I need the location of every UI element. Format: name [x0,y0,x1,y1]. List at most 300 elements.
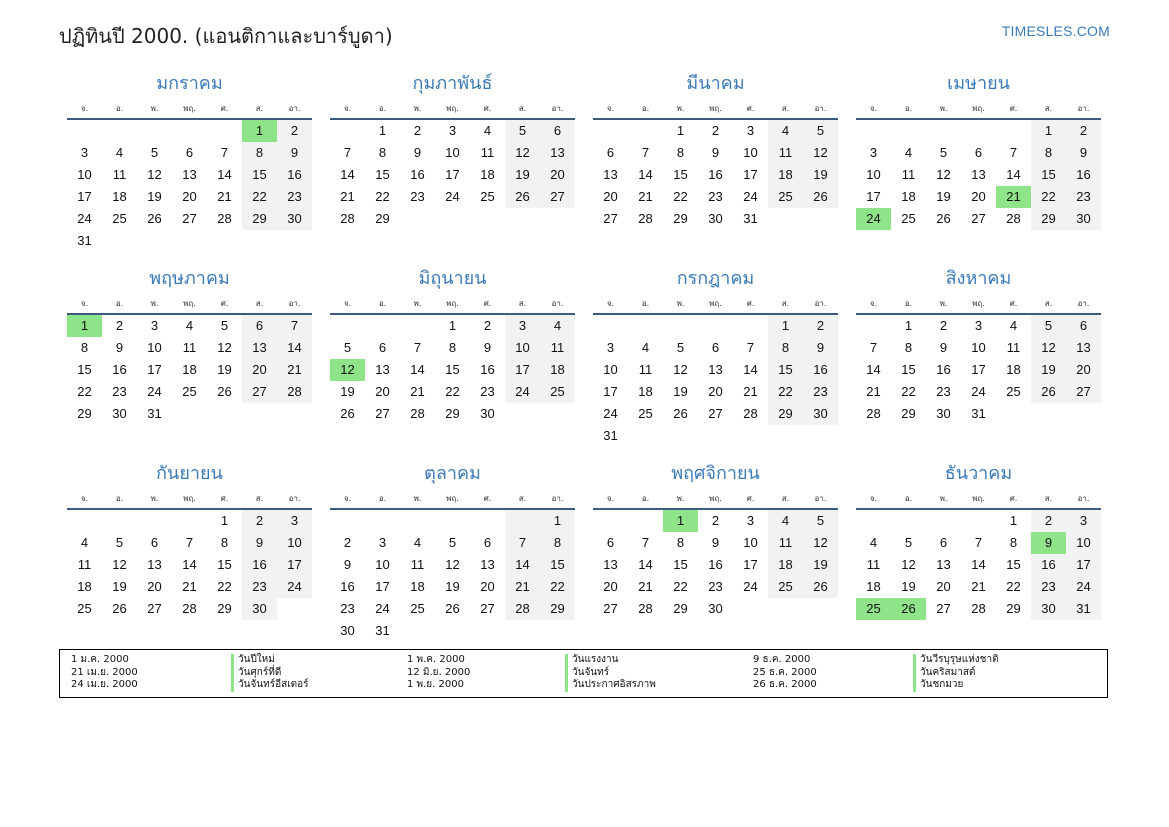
day-cell[interactable]: 8 [768,337,803,359]
day-cell[interactable]: 17 [505,359,540,381]
day-cell[interactable]: 25 [540,381,575,403]
day-cell[interactable]: 2 [939,318,948,333]
day-cell[interactable]: 9 [803,337,838,359]
day-cell[interactable]: 28 [182,601,197,616]
day-cell[interactable]: 8 [80,340,89,355]
day-cell[interactable]: 24 [856,208,891,230]
day-cell[interactable]: 12 [803,142,838,164]
day-cell[interactable]: 21 [866,384,881,399]
day-cell[interactable]: 2 [803,315,838,337]
day-cell[interactable]: 4 [540,315,575,337]
day-cell[interactable]: 19 [112,579,127,594]
day-cell[interactable]: 24 [971,384,986,399]
day-cell[interactable]: 10 [77,167,92,182]
day-cell[interactable]: 16 [1066,164,1101,186]
day-cell[interactable]: 21 [743,384,758,399]
day-cell[interactable]: 21 [182,579,197,594]
day-cell[interactable]: 9 [115,340,124,355]
day-cell[interactable]: 23 [480,384,495,399]
day-cell[interactable]: 13 [182,167,197,182]
day-cell[interactable]: 4 [483,123,492,138]
day-cell[interactable]: 3 [80,145,89,160]
day-cell[interactable]: 18 [112,189,127,204]
day-cell[interactable]: 19 [803,164,838,186]
day-cell[interactable]: 25 [901,211,916,226]
day-cell[interactable]: 12 [445,557,460,572]
day-cell[interactable]: 5 [115,535,124,550]
day-cell[interactable]: 11 [480,145,495,160]
day-cell[interactable]: 22 [77,384,92,399]
day-cell[interactable]: 21 [996,186,1031,208]
day-cell[interactable]: 29 [901,406,916,421]
day-cell[interactable]: 11 [1006,340,1021,355]
day-cell[interactable]: 15 [242,164,277,186]
day-cell[interactable]: 30 [1066,208,1101,230]
day-cell[interactable]: 6 [711,340,720,355]
day-cell[interactable]: 6 [483,535,492,550]
day-cell[interactable]: 4 [185,318,194,333]
day-cell[interactable]: 4 [869,535,878,550]
day-cell[interactable]: 27 [480,601,495,616]
day-cell[interactable]: 6 [1066,315,1101,337]
day-cell[interactable]: 7 [343,145,352,160]
day-cell[interactable]: 5 [904,535,913,550]
day-cell[interactable]: 17 [375,579,390,594]
day-cell[interactable]: 14 [743,362,758,377]
day-cell[interactable]: 17 [603,384,618,399]
day-cell[interactable]: 11 [768,532,803,554]
day-cell[interactable]: 22 [768,381,803,403]
day-cell[interactable]: 26 [112,601,127,616]
day-cell[interactable]: 5 [505,120,540,142]
day-cell[interactable]: 31 [147,406,162,421]
day-cell[interactable]: 7 [641,145,650,160]
day-cell[interactable]: 3 [378,535,387,550]
day-cell[interactable]: 9 [483,340,492,355]
day-cell[interactable]: 12 [1031,337,1066,359]
day-cell[interactable]: 20 [242,359,277,381]
day-cell[interactable]: 18 [1006,362,1021,377]
day-cell[interactable]: 11 [768,142,803,164]
day-cell[interactable]: 14 [1006,167,1021,182]
day-cell[interactable]: 27 [971,211,986,226]
day-cell[interactable]: 20 [182,189,197,204]
day-cell[interactable]: 16 [936,362,951,377]
day-cell[interactable]: 21 [638,579,653,594]
day-cell[interactable]: 6 [185,145,194,160]
day-cell[interactable]: 22 [1006,579,1021,594]
day-cell[interactable]: 2 [277,120,312,142]
day-cell[interactable]: 15 [768,359,803,381]
day-cell[interactable]: 6 [242,315,277,337]
day-cell[interactable]: 24 [147,384,162,399]
day-cell[interactable]: 7 [974,535,983,550]
day-cell[interactable]: 21 [277,359,312,381]
day-cell[interactable]: 14 [638,167,653,182]
day-cell[interactable]: 2 [115,318,124,333]
day-cell[interactable]: 24 [743,579,758,594]
day-cell[interactable]: 21 [505,576,540,598]
day-cell[interactable]: 24 [375,601,390,616]
day-cell[interactable]: 25 [856,598,891,620]
day-cell[interactable]: 1 [540,510,575,532]
day-cell[interactable]: 20 [708,384,723,399]
day-cell[interactable]: 20 [603,579,618,594]
day-cell[interactable]: 29 [375,211,390,226]
day-cell[interactable]: 1 [904,318,913,333]
day-cell[interactable]: 27 [708,406,723,421]
day-cell[interactable]: 19 [1031,359,1066,381]
day-cell[interactable]: 4 [641,340,650,355]
day-cell[interactable]: 25 [112,211,127,226]
day-cell[interactable]: 2 [711,123,720,138]
day-cell[interactable]: 21 [410,384,425,399]
day-cell[interactable]: 2 [242,510,277,532]
day-cell[interactable]: 22 [445,384,460,399]
day-cell[interactable]: 19 [901,579,916,594]
day-cell[interactable]: 10 [743,145,758,160]
day-cell[interactable]: 1 [448,318,457,333]
day-cell[interactable]: 3 [1066,510,1101,532]
day-cell[interactable]: 3 [606,340,615,355]
day-cell[interactable]: 11 [866,557,881,572]
day-cell[interactable]: 25 [480,189,495,204]
day-cell[interactable]: 24 [743,189,758,204]
day-cell[interactable]: 21 [971,579,986,594]
day-cell[interactable]: 13 [708,362,723,377]
day-cell[interactable]: 3 [869,145,878,160]
day-cell[interactable]: 5 [220,318,229,333]
day-cell[interactable]: 5 [343,340,352,355]
day-cell[interactable]: 25 [410,601,425,616]
day-cell[interactable]: 11 [901,167,916,182]
day-cell[interactable]: 8 [540,532,575,554]
day-cell[interactable]: 31 [1066,598,1101,620]
day-cell[interactable]: 16 [480,362,495,377]
day-cell[interactable]: 10 [277,532,312,554]
day-cell[interactable]: 10 [971,340,986,355]
day-cell[interactable]: 16 [708,557,723,572]
day-cell[interactable]: 9 [413,145,422,160]
day-cell[interactable]: 18 [638,384,653,399]
day-cell[interactable]: 13 [603,557,618,572]
day-cell[interactable]: 23 [936,384,951,399]
day-cell[interactable]: 4 [1009,318,1018,333]
day-cell[interactable]: 23 [1066,186,1101,208]
day-cell[interactable]: 14 [866,362,881,377]
day-cell[interactable]: 28 [638,601,653,616]
day-cell[interactable]: 1 [768,315,803,337]
day-cell[interactable]: 25 [77,601,92,616]
day-cell[interactable]: 9 [1031,532,1066,554]
day-cell[interactable]: 10 [505,337,540,359]
day-cell[interactable]: 25 [768,186,803,208]
day-cell[interactable]: 4 [80,535,89,550]
day-cell[interactable]: 11 [410,557,425,572]
day-cell[interactable]: 7 [185,535,194,550]
day-cell[interactable]: 10 [603,362,618,377]
day-cell[interactable]: 8 [1031,142,1066,164]
day-cell[interactable]: 18 [866,579,881,594]
day-cell[interactable]: 5 [939,145,948,160]
day-cell[interactable]: 24 [277,576,312,598]
day-cell[interactable]: 17 [743,557,758,572]
day-cell[interactable]: 26 [803,576,838,598]
day-cell[interactable]: 1 [242,120,277,142]
day-cell[interactable]: 3 [448,123,457,138]
day-cell[interactable]: 20 [971,189,986,204]
day-cell[interactable]: 25 [182,384,197,399]
day-cell[interactable]: 9 [711,535,720,550]
day-cell[interactable]: 13 [242,337,277,359]
day-cell[interactable]: 1 [676,123,685,138]
day-cell[interactable]: 18 [182,362,197,377]
day-cell[interactable]: 9 [711,145,720,160]
day-cell[interactable]: 27 [182,211,197,226]
day-cell[interactable]: 8 [904,340,913,355]
day-cell[interactable]: 16 [410,167,425,182]
day-cell[interactable]: 10 [1066,532,1101,554]
day-cell[interactable]: 17 [1066,554,1101,576]
day-cell[interactable]: 12 [217,340,232,355]
day-cell[interactable]: 22 [242,186,277,208]
day-cell[interactable]: 10 [147,340,162,355]
day-cell[interactable]: 23 [112,384,127,399]
day-cell[interactable]: 5 [1031,315,1066,337]
day-cell[interactable]: 28 [217,211,232,226]
day-cell[interactable]: 9 [242,532,277,554]
day-cell[interactable]: 19 [936,189,951,204]
day-cell[interactable]: 19 [445,579,460,594]
day-cell[interactable]: 27 [540,186,575,208]
day-cell[interactable]: 4 [115,145,124,160]
day-cell[interactable]: 12 [901,557,916,572]
day-cell[interactable]: 15 [1006,557,1021,572]
day-cell[interactable]: 15 [901,362,916,377]
day-cell[interactable]: 5 [676,340,685,355]
day-cell[interactable]: 19 [505,164,540,186]
site-link[interactable]: TIMESLES.COM [1001,23,1110,39]
day-cell[interactable]: 27 [1066,381,1101,403]
day-cell[interactable]: 29 [540,598,575,620]
day-cell[interactable]: 11 [638,362,653,377]
day-cell[interactable]: 5 [803,510,838,532]
day-cell[interactable]: 16 [242,554,277,576]
day-cell[interactable]: 23 [708,579,723,594]
day-cell[interactable]: 31 [743,211,758,226]
day-cell[interactable]: 20 [480,579,495,594]
day-cell[interactable]: 26 [505,186,540,208]
day-cell[interactable]: 24 [445,189,460,204]
day-cell[interactable]: 28 [410,406,425,421]
day-cell[interactable]: 30 [936,406,951,421]
day-cell[interactable]: 5 [448,535,457,550]
day-cell[interactable]: 3 [974,318,983,333]
day-cell[interactable]: 31 [77,233,92,248]
day-cell[interactable]: 6 [974,145,983,160]
day-cell[interactable]: 7 [277,315,312,337]
day-cell[interactable]: 22 [673,189,688,204]
day-cell[interactable]: 29 [673,211,688,226]
day-cell[interactable]: 27 [936,601,951,616]
day-cell[interactable]: 13 [603,167,618,182]
day-cell[interactable]: 28 [638,211,653,226]
day-cell[interactable]: 13 [480,557,495,572]
day-cell[interactable]: 16 [340,579,355,594]
day-cell[interactable]: 9 [939,340,948,355]
day-cell[interactable]: 23 [1031,576,1066,598]
day-cell[interactable]: 9 [277,142,312,164]
day-cell[interactable]: 29 [1031,208,1066,230]
day-cell[interactable]: 26 [936,211,951,226]
day-cell[interactable]: 14 [340,167,355,182]
day-cell[interactable]: 25 [768,576,803,598]
day-cell[interactable]: 3 [277,510,312,532]
day-cell[interactable]: 14 [410,362,425,377]
day-cell[interactable]: 22 [673,579,688,594]
day-cell[interactable]: 13 [540,142,575,164]
day-cell[interactable]: 1 [67,315,102,337]
day-cell[interactable]: 11 [77,557,92,572]
day-cell[interactable]: 30 [112,406,127,421]
day-cell[interactable]: 19 [673,384,688,399]
day-cell[interactable]: 10 [445,145,460,160]
day-cell[interactable]: 23 [242,576,277,598]
day-cell[interactable]: 29 [768,403,803,425]
day-cell[interactable]: 18 [410,579,425,594]
day-cell[interactable]: 12 [330,359,365,381]
day-cell[interactable]: 19 [803,554,838,576]
day-cell[interactable]: 14 [971,557,986,572]
day-cell[interactable]: 29 [1006,601,1021,616]
day-cell[interactable]: 27 [147,601,162,616]
day-cell[interactable]: 26 [673,406,688,421]
day-cell[interactable]: 29 [673,601,688,616]
day-cell[interactable]: 7 [746,340,755,355]
day-cell[interactable]: 8 [242,142,277,164]
day-cell[interactable]: 22 [375,189,390,204]
day-cell[interactable]: 23 [340,601,355,616]
day-cell[interactable]: 14 [638,557,653,572]
day-cell[interactable]: 26 [891,598,926,620]
day-cell[interactable]: 7 [413,340,422,355]
day-cell[interactable]: 15 [673,557,688,572]
day-cell[interactable]: 28 [1006,211,1021,226]
day-cell[interactable]: 1 [1009,513,1018,528]
day-cell[interactable]: 15 [375,167,390,182]
day-cell[interactable]: 7 [505,532,540,554]
day-cell[interactable]: 4 [413,535,422,550]
day-cell[interactable]: 20 [1066,359,1101,381]
day-cell[interactable]: 27 [603,211,618,226]
day-cell[interactable]: 21 [217,189,232,204]
day-cell[interactable]: 17 [277,554,312,576]
day-cell[interactable]: 7 [220,145,229,160]
day-cell[interactable]: 6 [378,340,387,355]
day-cell[interactable]: 29 [445,406,460,421]
day-cell[interactable]: 28 [340,211,355,226]
day-cell[interactable]: 10 [866,167,881,182]
day-cell[interactable]: 31 [971,406,986,421]
day-cell[interactable]: 24 [1066,576,1101,598]
day-cell[interactable]: 30 [277,208,312,230]
day-cell[interactable]: 22 [901,384,916,399]
day-cell[interactable]: 12 [673,362,688,377]
day-cell[interactable]: 13 [1066,337,1101,359]
day-cell[interactable]: 17 [147,362,162,377]
day-cell[interactable]: 15 [445,362,460,377]
day-cell[interactable]: 26 [340,406,355,421]
day-cell[interactable]: 19 [340,384,355,399]
day-cell[interactable]: 13 [147,557,162,572]
day-cell[interactable]: 14 [182,557,197,572]
day-cell[interactable]: 20 [147,579,162,594]
day-cell[interactable]: 3 [746,513,755,528]
day-cell[interactable]: 18 [77,579,92,594]
day-cell[interactable]: 6 [606,145,615,160]
day-cell[interactable]: 28 [277,381,312,403]
day-cell[interactable]: 31 [375,623,390,638]
day-cell[interactable]: 10 [375,557,390,572]
day-cell[interactable]: 26 [1031,381,1066,403]
day-cell[interactable]: 2 [711,513,720,528]
day-cell[interactable]: 1 [378,123,387,138]
day-cell[interactable]: 6 [939,535,948,550]
day-cell[interactable]: 17 [743,167,758,182]
day-cell[interactable]: 6 [540,120,575,142]
day-cell[interactable]: 11 [540,337,575,359]
day-cell[interactable]: 10 [743,535,758,550]
day-cell[interactable]: 8 [220,535,229,550]
day-cell[interactable]: 24 [603,406,618,421]
day-cell[interactable]: 7 [641,535,650,550]
day-cell[interactable]: 28 [866,406,881,421]
day-cell[interactable]: 16 [803,359,838,381]
day-cell[interactable]: 30 [1031,598,1066,620]
day-cell[interactable]: 1 [220,513,229,528]
day-cell[interactable]: 22 [1031,186,1066,208]
day-cell[interactable]: 28 [505,598,540,620]
day-cell[interactable]: 6 [150,535,159,550]
day-cell[interactable]: 9 [1066,142,1101,164]
day-cell[interactable]: 15 [540,554,575,576]
day-cell[interactable]: 18 [768,164,803,186]
day-cell[interactable]: 12 [147,167,162,182]
day-cell[interactable]: 26 [217,384,232,399]
day-cell[interactable]: 4 [768,510,803,532]
day-cell[interactable]: 31 [603,428,618,443]
day-cell[interactable]: 6 [606,535,615,550]
day-cell[interactable]: 7 [869,340,878,355]
day-cell[interactable]: 30 [803,403,838,425]
day-cell[interactable]: 11 [182,340,197,355]
day-cell[interactable]: 3 [746,123,755,138]
day-cell[interactable]: 23 [803,381,838,403]
day-cell[interactable]: 27 [242,381,277,403]
day-cell[interactable]: 18 [540,359,575,381]
day-cell[interactable]: 5 [803,120,838,142]
day-cell[interactable]: 17 [445,167,460,182]
day-cell[interactable]: 22 [217,579,232,594]
day-cell[interactable]: 23 [708,189,723,204]
day-cell[interactable]: 27 [375,406,390,421]
day-cell[interactable]: 14 [217,167,232,182]
day-cell[interactable]: 15 [673,167,688,182]
day-cell[interactable]: 30 [708,211,723,226]
day-cell[interactable]: 8 [378,145,387,160]
day-cell[interactable]: 20 [936,579,951,594]
day-cell[interactable]: 29 [77,406,92,421]
